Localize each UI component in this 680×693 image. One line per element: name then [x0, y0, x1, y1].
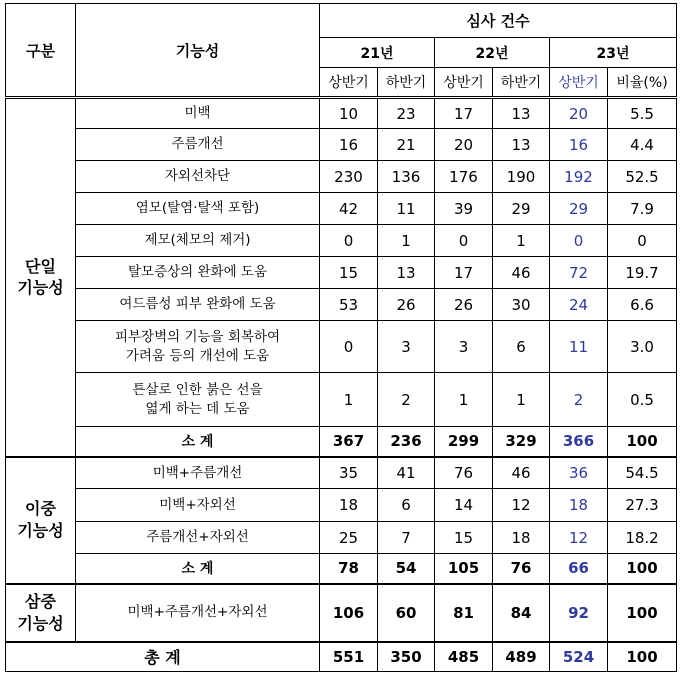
cell: 13	[493, 129, 550, 161]
cell: 105	[435, 554, 493, 584]
cell: 0.5	[608, 373, 677, 427]
cell: 4.4	[608, 129, 677, 161]
table-row	[6, 489, 677, 522]
subtotal-label: 소 계	[76, 427, 320, 457]
header-function: 기능성	[76, 4, 320, 98]
table-row	[6, 98, 677, 129]
function-name: 자외선차단	[76, 161, 320, 193]
header-sub: 하반기	[378, 68, 435, 98]
header-sub: 하반기	[493, 68, 550, 98]
table-row	[6, 522, 677, 554]
cell: 106	[320, 584, 378, 642]
category-double	[6, 457, 76, 584]
cell: 100	[608, 427, 677, 457]
category-label: 이중	[25, 499, 56, 519]
cell: 350	[378, 642, 435, 672]
function-name: 미백+주름개선+자외선	[76, 584, 320, 642]
cell: 19.7	[608, 257, 677, 289]
header-sub: 상반기	[320, 68, 378, 98]
function-name-line: 튼살로 인한 붉은 선을	[132, 382, 263, 399]
header-sub: 상반기	[435, 68, 493, 98]
cell: 27.3	[608, 489, 677, 522]
cell: 15	[320, 257, 378, 289]
cell: 26	[378, 289, 435, 321]
cell: 7.9	[608, 193, 677, 225]
cell: 12	[493, 489, 550, 522]
cell: 18.2	[608, 522, 677, 554]
cell: 100	[608, 584, 677, 642]
cell: 5.5	[608, 98, 677, 129]
function-name: 주름개선+자외선	[76, 522, 320, 554]
review-count-table	[5, 3, 677, 672]
cell: 18	[320, 489, 378, 522]
cell: 66	[550, 554, 608, 584]
cell: 12	[550, 522, 608, 554]
function-name-line: 피부장벽의 기능을 회복하여	[114, 329, 281, 346]
category-triple	[6, 584, 76, 642]
cell: 1	[493, 373, 550, 427]
cell: 17	[435, 98, 493, 129]
cell: 329	[493, 427, 550, 457]
cell: 3.0	[608, 321, 677, 373]
function-name: 염모(탈염·탈색 포함)	[76, 193, 320, 225]
category-label: 단일	[25, 256, 56, 276]
cell: 54.5	[608, 457, 677, 489]
cell: 46	[493, 257, 550, 289]
cell: 1	[493, 225, 550, 257]
cell: 367	[320, 427, 378, 457]
cell: 35	[320, 457, 378, 489]
cell: 1	[378, 225, 435, 257]
function-name: 미백+주름개선	[76, 457, 320, 489]
function-name: 여드름성 피부 완화에 도움	[76, 289, 320, 321]
cell: 489	[493, 642, 550, 672]
table-row	[6, 321, 677, 373]
function-name	[76, 373, 320, 427]
cell: 18	[550, 489, 608, 522]
cell: 16	[320, 129, 378, 161]
cell: 52.5	[608, 161, 677, 193]
header-sub: 비율(%)	[608, 68, 677, 98]
cell: 24	[550, 289, 608, 321]
cell: 76	[493, 554, 550, 584]
cell: 192	[550, 161, 608, 193]
table-row	[6, 161, 677, 193]
cell: 16	[550, 129, 608, 161]
cell: 54	[378, 554, 435, 584]
cell: 11	[378, 193, 435, 225]
cell: 236	[378, 427, 435, 457]
cell: 524	[550, 642, 608, 672]
table-row	[6, 225, 677, 257]
cell: 190	[493, 161, 550, 193]
header-review-count: 심사 건수	[320, 4, 677, 38]
function-name-line: 엷게 하는 데 도움	[145, 400, 250, 417]
cell: 10	[320, 98, 378, 129]
cell: 78	[320, 554, 378, 584]
subtotal-row	[6, 427, 677, 457]
cell: 20	[550, 98, 608, 129]
header-year-21: 21년	[320, 38, 435, 68]
cell: 366	[550, 427, 608, 457]
cell: 551	[320, 642, 378, 672]
cell: 81	[435, 584, 493, 642]
cell: 46	[493, 457, 550, 489]
cell: 0	[435, 225, 493, 257]
cell: 100	[608, 554, 677, 584]
cell: 11	[550, 321, 608, 373]
cell: 39	[435, 193, 493, 225]
cell: 14	[435, 489, 493, 522]
cell: 3	[378, 321, 435, 373]
category-label: 기능성	[17, 613, 64, 633]
category-label: 삼중	[25, 591, 56, 611]
cell: 92	[550, 584, 608, 642]
table-row	[6, 373, 677, 427]
table-row	[6, 129, 677, 161]
cell: 42	[320, 193, 378, 225]
header-year-23: 23년	[550, 38, 677, 68]
cell: 21	[378, 129, 435, 161]
cell: 299	[435, 427, 493, 457]
cell: 60	[378, 584, 435, 642]
cell: 18	[493, 522, 550, 554]
cell: 20	[435, 129, 493, 161]
cell: 230	[320, 161, 378, 193]
cell: 15	[435, 522, 493, 554]
table-row	[6, 289, 677, 321]
cell: 36	[550, 457, 608, 489]
category-single	[6, 98, 76, 457]
table-row	[6, 584, 677, 642]
category-label: 기능성	[17, 521, 64, 540]
cell: 53	[320, 289, 378, 321]
cell: 1	[435, 373, 493, 427]
cell: 6	[493, 321, 550, 373]
cell: 0	[320, 321, 378, 373]
subtotal-row	[6, 554, 677, 584]
cell: 23	[378, 98, 435, 129]
cell: 29	[550, 193, 608, 225]
table-row	[6, 193, 677, 225]
cell: 6.6	[608, 289, 677, 321]
cell: 0	[608, 225, 677, 257]
cell: 6	[378, 489, 435, 522]
cell: 13	[493, 98, 550, 129]
cell: 0	[320, 225, 378, 257]
cell: 72	[550, 257, 608, 289]
cell: 485	[435, 642, 493, 672]
total-row	[6, 642, 677, 672]
cell: 7	[378, 522, 435, 554]
cell: 100	[608, 642, 677, 672]
cell: 13	[378, 257, 435, 289]
header-sub: 상반기	[550, 68, 608, 98]
table-row	[6, 457, 677, 489]
function-name: 주름개선	[76, 129, 320, 161]
subtotal-label: 소 계	[76, 554, 320, 584]
cell: 76	[435, 457, 493, 489]
cell: 41	[378, 457, 435, 489]
header-year-22: 22년	[435, 38, 550, 68]
total-label: 총 계	[6, 642, 320, 672]
cell: 84	[493, 584, 550, 642]
cell: 17	[435, 257, 493, 289]
function-name	[76, 321, 320, 373]
header-row-1	[6, 4, 677, 38]
cell: 25	[320, 522, 378, 554]
cell: 176	[435, 161, 493, 193]
cell: 3	[435, 321, 493, 373]
cell: 30	[493, 289, 550, 321]
table-row	[6, 257, 677, 289]
cell: 2	[550, 373, 608, 427]
cell: 2	[378, 373, 435, 427]
cell: 136	[378, 161, 435, 193]
category-label: 기능성	[17, 278, 64, 298]
header-category: 구분	[6, 4, 76, 98]
cell: 0	[550, 225, 608, 257]
cell: 29	[493, 193, 550, 225]
function-name: 탈모증상의 완화에 도움	[76, 257, 320, 289]
cell: 1	[320, 373, 378, 427]
cell: 26	[435, 289, 493, 321]
function-name: 제모(체모의 제거)	[76, 225, 320, 257]
function-name-line: 가려움 등의 개선에 도움	[125, 347, 270, 364]
function-name: 미백	[76, 98, 320, 129]
function-name: 미백+자외선	[76, 489, 320, 522]
